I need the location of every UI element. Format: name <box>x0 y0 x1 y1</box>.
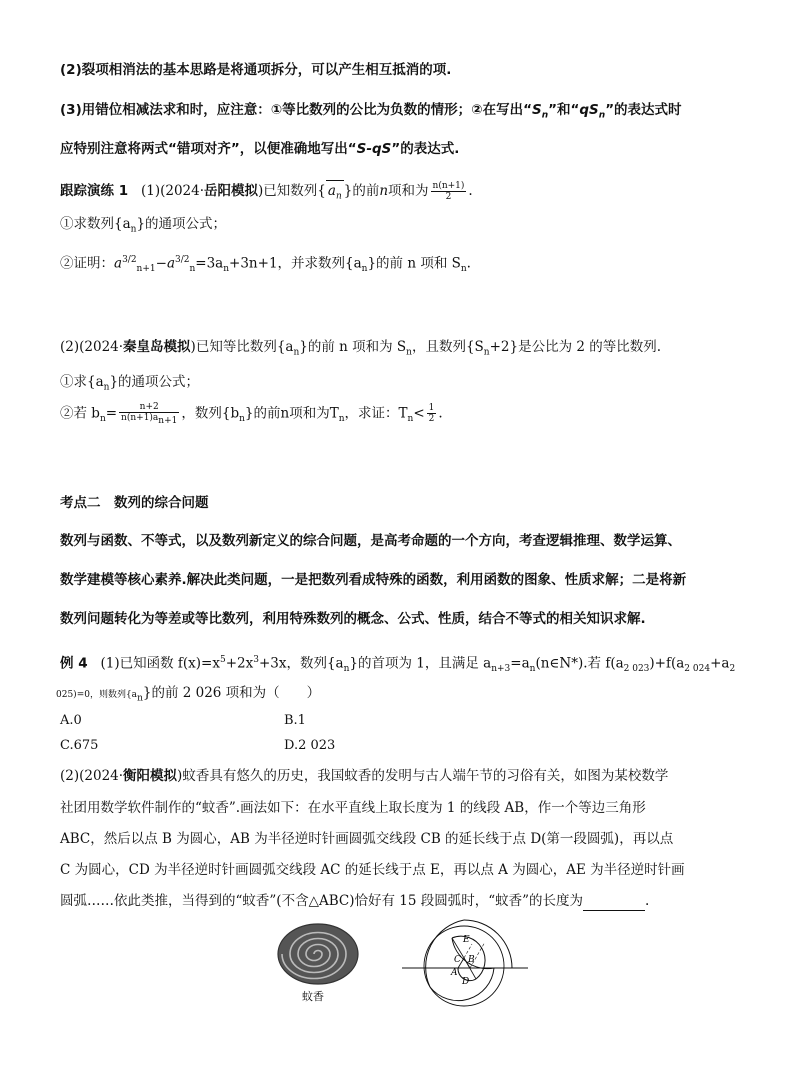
point-label-e: E <box>463 935 470 945</box>
mosquito-coil-image <box>276 920 360 990</box>
example-4-stem-cont: 025)=0，则数列$\{a_n\}$的前 2 026 项和为（ ） <box>56 685 321 704</box>
practice-2-stem: (2)(2024·秦皇岛模拟)已知等比数列$\{a_n\}$的前 n 项和为 $S_n$，且数列$\{S_n+2\}$是公比为 2 的等比数列. <box>60 339 662 358</box>
practice-2-q1: ①求$\{a_n\}$的通项公式； <box>60 374 200 393</box>
example-4-part2-line-5: 圆弧……依此类推，当得到的“蚊香”(不含△ABC)恰好有 15 段圆弧时，“蚊香”的长度为 . <box>60 893 650 909</box>
example-4-part2-line-1: (2)(2024·衡阳模拟)蚊香具有悠久的历史，我国蚊香的发明与古人端午节的习俗有关，如图为某校数学 <box>60 768 669 784</box>
practice-1-q2: ②证明：$a^{3/2}_{n+1}-a^{3/2}_n=3a_n+3n+1$，并求数列$\{a_n\}$的前 n 项和 $S_n$. <box>60 255 471 275</box>
fraction: $\frac{1}{2}$ <box>428 403 435 425</box>
example-4-part2-line-3: ABC，然后以点 B 为圆心，AB 为半径逆时针画圆弧交线段 CB 的延长线于点 D(第一段圆弧)，再以点 <box>60 831 674 847</box>
option-c[interactable]: C.675 <box>60 738 99 753</box>
figure-caption: 蚊香 <box>302 990 324 1003</box>
example-4-part2-line-2: 社团用数学软件制作的“蚊香”.画法如下：在水平直线上取长度为 1 的线段 AB，作一个等边三角形 <box>60 800 646 816</box>
fraction: $\frac{n+2}{n(n+1)a_{n+1}}$ <box>121 402 178 426</box>
point-label-c: C <box>454 955 461 965</box>
section-title: 考点二 数列的综合问题 <box>60 495 209 511</box>
answer-blank[interactable] <box>583 896 645 911</box>
point-label-d: D <box>462 977 470 987</box>
tip-3-line-1: (3)用错位相减法求和时，应注意：①等比数列的公比为负数的情形；②在写出“$S_n$”和“$qS_n$”的表达式时 <box>60 102 682 121</box>
option-d[interactable]: D.2 023 <box>284 738 336 753</box>
tip-3-line-2: 应特别注意将两式“错项对齐”，以便准确地写出“S-qS”的表达式. <box>60 141 460 157</box>
practice-2-q2: ②若 $b_n=$ $\frac{n+2}{n(n+1)a_{n+1}}$ ，数列$\{b_n\}$的前n项和为$T_n$，求证：$T_n<$ $\frac{1}{2}$ . <box>60 402 443 426</box>
example-4-part2-line-4: C 为圆心，CD 为半径逆时针画圆弧交线段 AC 的延长线于点 E，再以点 A 为圆心，AE 为半径逆时针画 <box>60 862 685 878</box>
point-label-b: B <box>468 955 475 965</box>
option-a[interactable]: A.0 <box>60 713 82 728</box>
section-intro-2: 数学建模等核心素养.解决此类问题，一是把数列看成特殊的函数，利用函数的图象、性质求解；二是将新 <box>60 572 687 588</box>
example-4-stem: 例 4 (1)已知函数 $f(x)=x^5+2x^3+3x$，数列$\{a_n\}$的首项为 1，且满足 $a_{n+3}=a_n(n\in N*)$.若 $f(a_{2 023})+f(a_{2 024}+a_2$ <box>60 655 736 675</box>
section-intro-3: 数列问题转化为等差或等比数列，利用特殊数列的概念、公式、性质，结合不等式的相关知识求解. <box>60 611 646 627</box>
spiral-diagram <box>400 912 530 1008</box>
option-b[interactable]: B.1 <box>284 713 306 728</box>
fraction: $\frac{n(n+1)}{2}$ <box>432 181 465 202</box>
point-label-a: A <box>451 968 458 978</box>
practice-1-q1: ①求数列$\{a_n\}$的通项公式； <box>60 216 227 235</box>
section-intro-1: 数列与函数、不等式，以及数列新定义的综合问题，是高考命题的一个方向，考查逻辑推理、数学运算、 <box>60 533 681 549</box>
practice-1-stem: 跟踪演练 1 (1)(2024·岳阳模拟)已知数列{ $a_n$ }的前n项和为 $\frac{n(n+1)}{2}$ . <box>60 180 740 207</box>
tip-2: (2)裂项相消法的基本思路是将通项拆分，可以产生相互抵消的项. <box>60 62 452 78</box>
